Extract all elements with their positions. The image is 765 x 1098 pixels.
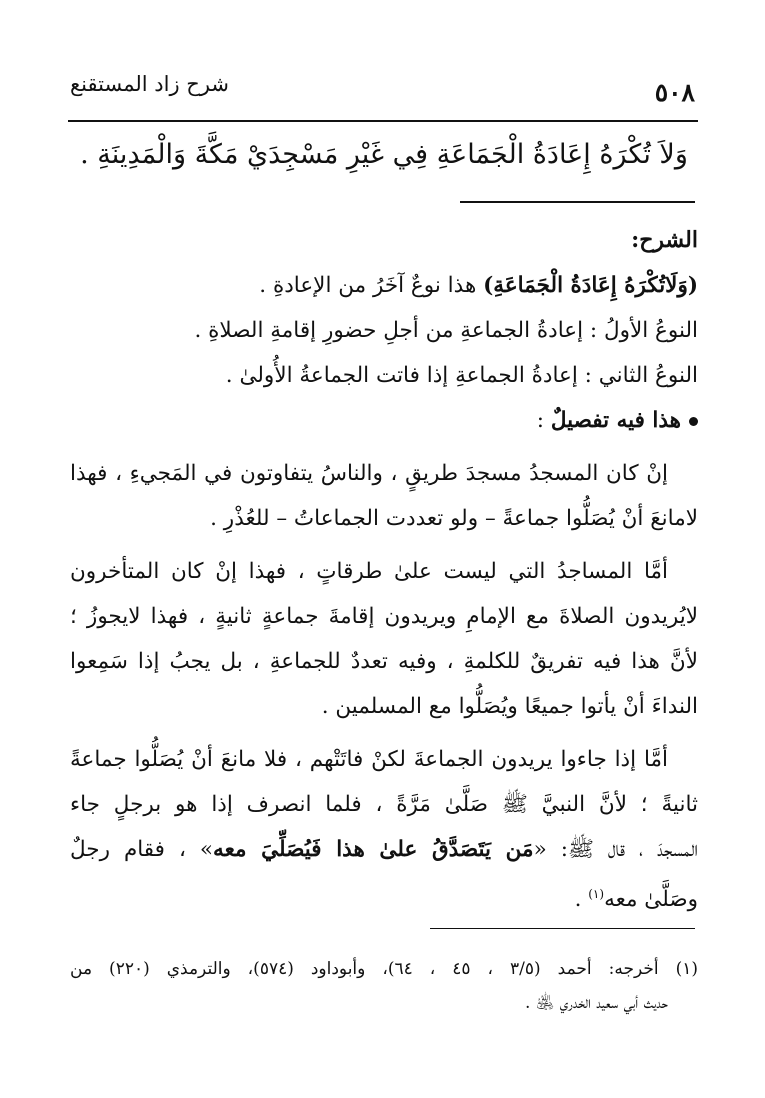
paragraph-line: ثانيةً ؛ لأنَّ النبيَّ ﷺ صَلَّىٰ مَرَّةً ، فلما انصرف إذا هو برجلٍ جاء [70, 792, 698, 817]
footnote-divider [430, 928, 695, 929]
footnotes [70, 952, 698, 1020]
sharh-label: الشرح: [631, 227, 698, 253]
footnote-line: (١) أخرجه: أحمد (٣/٥ ، ٤٥ ، ٦٤)، وأبوداود (٥٧٤)، والترمذي (٢٢٠) من [70, 959, 699, 979]
footnote-marker: (١) [588, 887, 605, 901]
paragraph-line: إنْ كان المسجدُ مسجدَ طريقٍ ، والناسُ يتفاوتون في المَجيءِ ، فهذا [70, 461, 668, 486]
sharh-body [70, 218, 698, 917]
matn-divider [460, 201, 695, 203]
paragraph-line: (وَلَاتُكْرَهُ إِعَادَةُ الْجَمَاعَةِ) هذا نوعٌ آخَرُ من الإعادةِ . [259, 273, 698, 298]
running-header-title: شرح زاد المستقنع [70, 72, 229, 96]
header-divider [68, 120, 698, 122]
paragraph-line: النوعُ الأولُ : إعادةُ الجماعةِ من أجلِ حضورِ إقامةِ الصلاةِ . [194, 318, 698, 343]
paragraph-line: وصَلَّىٰ معه$^{(١)}$ . [574, 887, 698, 913]
paragraph-line: لايُريدون الصلاةَ مع الإمامِ ويريدون إقامةَ جماعةٍ ثانيةٍ ، فهذا لايجوزُ ؛ [70, 604, 698, 629]
matn-text: وَلاَ تُكْرَهُ إِعَادَةُ الْجَمَاعَةِ فِي غَيْرِ مَسْجِدَيْ مَكَّةَ وَالْمَدِينَةِ . [80, 139, 688, 170]
quoted-matn: (وَلَاتُكْرَهُ إِعَادَةُ الْجَمَاعَةِ) [483, 273, 698, 298]
hadith-quote: مَن يَتَصَدَّقُ علىٰ هذا فَيُصَلِّيَ معه [213, 837, 534, 862]
footnote-line: حديث أبي سعيد الخدري ﵁ . [524, 993, 668, 1013]
page-number: ٥٠٨ [654, 78, 695, 107]
bullet-heading: هذا فيه تفصيلٌ : [70, 398, 698, 443]
paragraph-line: لامانعَ أنْ يُصَلُّوا جماعةً – ولو تعددت الجماعاتُ – للعُذْرِ . [210, 506, 698, 531]
paragraph-line: لأنَّ هذا فيه تفريقٌ للكلمةِ ، وفيه تعددٌ للجماعةِ ، بل يجبُ إذا سَمِعوا [70, 649, 698, 674]
bullet-icon [689, 417, 698, 426]
paragraph-line: المسجدَ ، قال ﷺ: «مَن يَتَصَدَّقُ علىٰ هذا فَيُصَلِّيَ معه» ، فقام رجلٌ [70, 837, 698, 862]
paragraph-line: أمَّا المساجدُ التي ليست علىٰ طرقاتٍ ، فهذا إنْ كان المتأخرون [70, 559, 668, 584]
paragraph-line: النوعُ الثاني : إعادةُ الجماعةِ إذا فاتت الجماعةُ الأُولىٰ . [225, 363, 698, 388]
paragraph-line: أمَّا إذا جاءوا يريدون الجماعةَ لكنْ فاتَتْهم ، فلا مانعَ أنْ يُصَلُّوا جماعةً [70, 747, 668, 772]
paragraph-line: النداءَ أنْ يأتوا جميعًا ويُصَلُّوا مع المسلمين . [321, 694, 698, 719]
